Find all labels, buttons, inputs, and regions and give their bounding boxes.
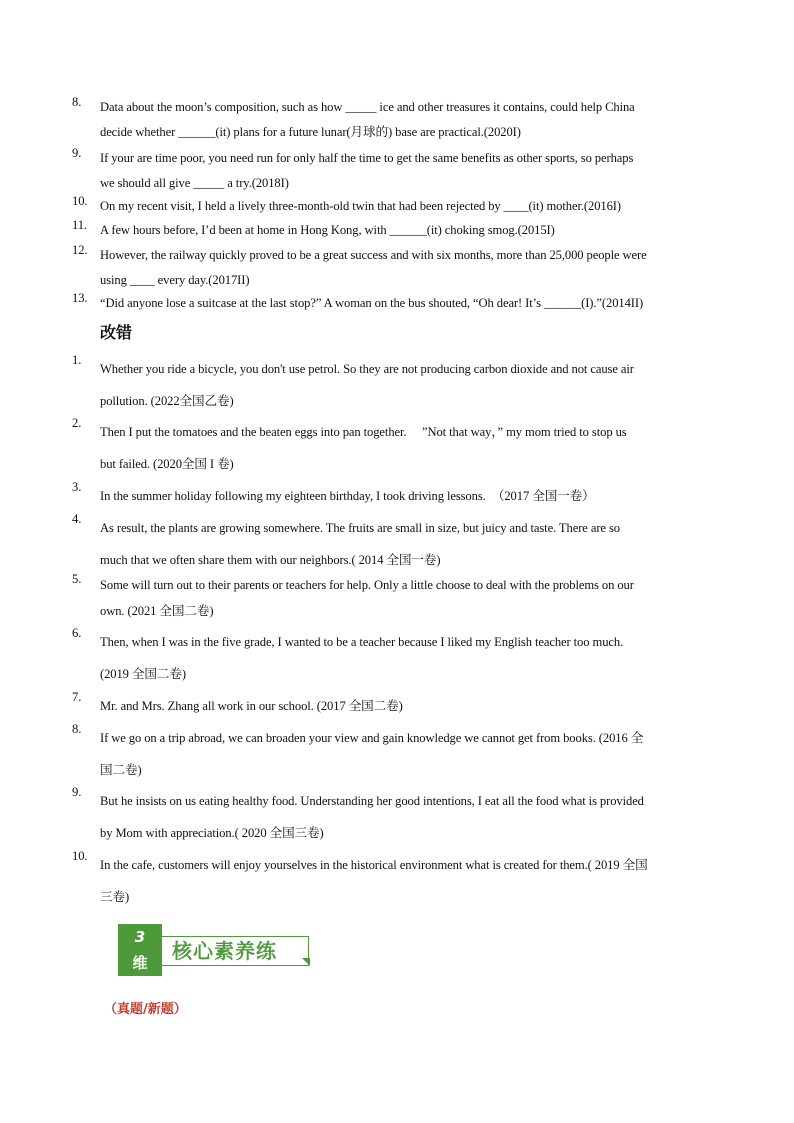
list-item — [72, 785, 724, 849]
item-text-line: using ____ every day.(2017II) — [100, 273, 250, 287]
item-text-line: Some will turn out to their parents or teachers for help. Only a little choose to deal with the problems on our — [100, 578, 634, 592]
item-text-line: But he insists on us eating healthy food. Understanding her good intentions, I eat all the food what is provided — [100, 794, 644, 808]
item-text-line: Mr. and Mrs. Zhang all work in our school. (2017 全国二卷) — [100, 699, 403, 713]
list-item — [72, 690, 724, 722]
item-number: 9. — [72, 146, 82, 160]
list-item — [72, 218, 724, 243]
list-item — [72, 146, 724, 196]
list-item — [72, 353, 724, 417]
item-text-line: However, the railway quickly proved to be a great success and with six months, more than 25,000 people were — [100, 248, 647, 262]
item-text-line: decide whether ______(it) plans for a future lunar(月球的) base are practical.(2020I) — [100, 125, 521, 139]
item-number: 5. — [72, 572, 82, 586]
item-text-line: much that we often share them with our neighbors.( 2014 全国一卷) — [100, 553, 441, 567]
item-number: 8. — [72, 95, 82, 109]
item-number: 7. — [72, 690, 82, 704]
item-text-line: 三卷) — [100, 890, 130, 904]
item-text-line: If we go on a trip abroad, we can broaden your view and gain knowledge we cannot get from books. (2016 全 — [100, 731, 644, 745]
item-text-line: (2019 全国二卷) — [100, 667, 186, 681]
list-item — [72, 243, 724, 293]
question-type-tag: （真题/新题） — [104, 1002, 187, 1017]
item-number: 4. — [72, 512, 82, 526]
item-number: 6. — [72, 626, 82, 640]
item-text-line: “Did anyone lose a suitcase at the last stop?” A woman on the bus shouted, “Oh dear! It’s ______(I).”(2014II) — [100, 296, 644, 310]
item-text-line: In the summer holiday following my eighteen birthday, I took driving lessons. （2017 全国一卷） — [100, 489, 595, 503]
item-number: 10. — [72, 194, 88, 208]
item-number: 2. — [72, 416, 82, 430]
item-text-line: 国二卷) — [100, 763, 142, 777]
item-text-line: Then I put the tomatoes and the beaten eggs into pan together. ”Not that way，” my mom tried to stop us — [100, 425, 627, 439]
item-text-line: If your are time poor, you need run for only half the time to get the same benefits as other sports, so perhaps — [100, 151, 634, 165]
badge-title: 核心素养练 — [172, 939, 277, 963]
list-item — [72, 291, 724, 316]
item-number: 11. — [72, 218, 87, 232]
item-text-line: pollution. (2022全国乙卷) — [100, 394, 234, 408]
item-text-line: As result, the plants are growing somewhere. The fruits are small in size, but juicy and taste. There are so — [100, 521, 620, 535]
list-item — [72, 95, 724, 145]
item-number: 12. — [72, 243, 88, 257]
list-item — [72, 194, 724, 219]
item-text-line: by Mom with appreciation.( 2020 全国三卷) — [100, 826, 324, 840]
section-badge — [118, 924, 314, 976]
list-item — [72, 626, 724, 690]
badge-digit: 3 — [134, 928, 146, 946]
item-text-line: In the cafe, customers will enjoy yourselves in the historical environment what is created for them.( 2019 全国 — [100, 858, 648, 872]
item-number: 9. — [72, 785, 82, 799]
item-text-line: A few hours before, I’d been at home in Hong Kong, with ______(it) choking smog.(2015I) — [100, 223, 555, 237]
item-number: 13. — [72, 291, 88, 305]
item-text-line: On my recent visit, I held a lively three-month-old twin that had been rejected by ____(it) mother.(2016I) — [100, 199, 621, 213]
list-item — [72, 572, 724, 624]
list-item — [72, 722, 724, 786]
item-text-line: own. (2021 全国二卷) — [100, 604, 214, 618]
badge-wei: 维 — [132, 954, 148, 972]
item-number: 3. — [72, 480, 82, 494]
list-item — [72, 512, 724, 576]
item-number: 1. — [72, 353, 82, 367]
list-item — [72, 849, 724, 913]
badge-corner-triangle — [302, 958, 310, 966]
section-heading: 改错 — [100, 323, 133, 342]
item-number: 8. — [72, 722, 82, 736]
item-text-line: Data about the moon’s composition, such as how _____ ice and other treasures it contains, could help China — [100, 100, 635, 114]
item-number: 10. — [72, 849, 88, 863]
item-text-line: but failed. (2020全国 I 卷) — [100, 457, 234, 471]
list-item — [72, 480, 724, 512]
list-item — [72, 416, 724, 480]
item-text-line: we should all give _____ a try.(2018I) — [100, 176, 289, 190]
item-text-line: Whether you ride a bicycle, you don't use petrol. So they are not producing carbon dioxide and not cause air — [100, 362, 634, 376]
item-text-line: Then, when I was in the five grade, I wanted to be a teacher because I liked my English teacher too much. — [100, 635, 624, 649]
